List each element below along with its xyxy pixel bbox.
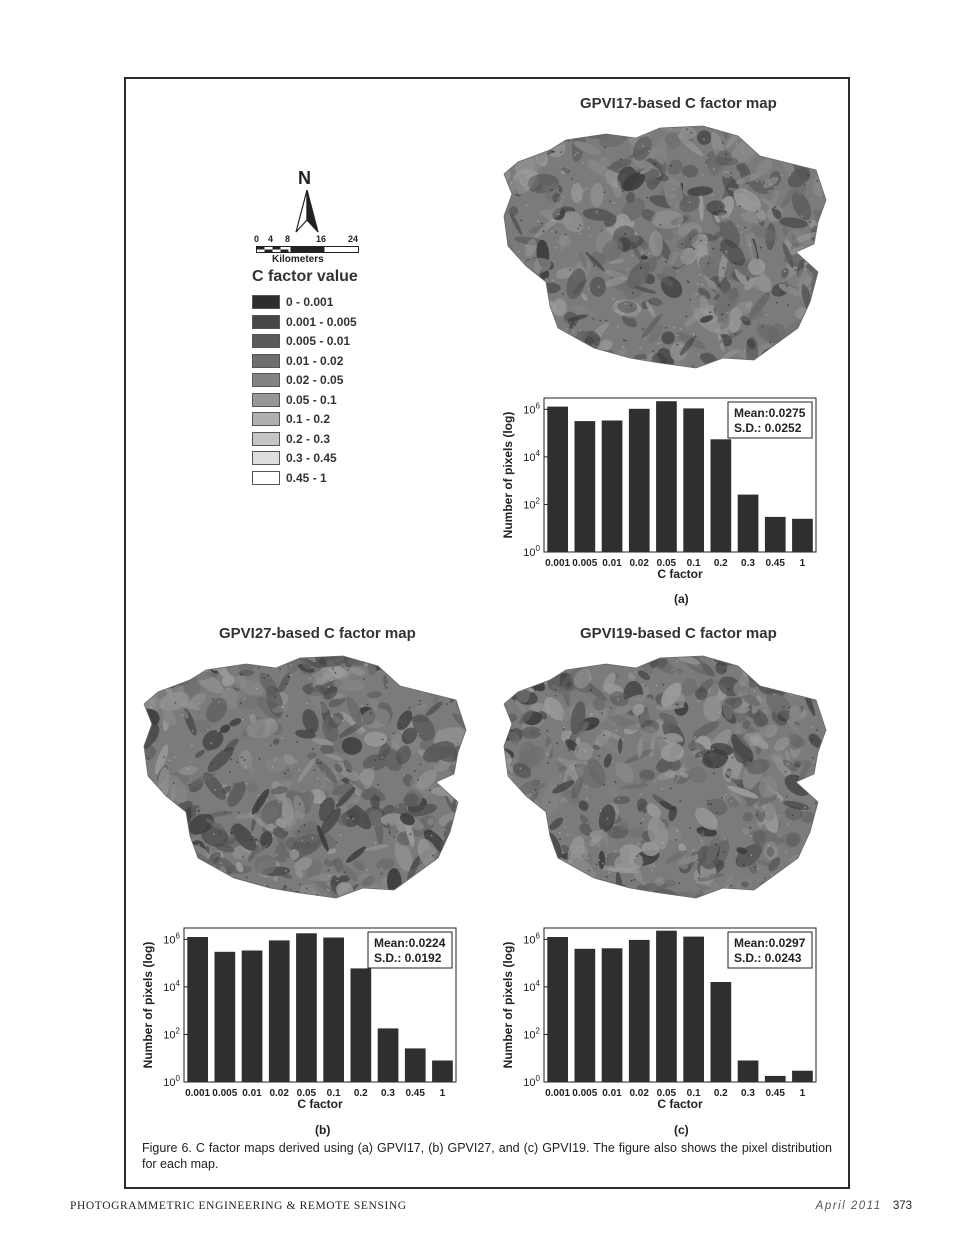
x-tick-label: 0.005: [212, 1088, 238, 1099]
x-tick-label: 0.3: [381, 1088, 395, 1099]
histogram-c: [498, 920, 828, 1116]
bar-0.005: [215, 952, 236, 1082]
bar-0.01: [602, 421, 623, 553]
legend-swatch: [252, 354, 280, 368]
y-tick-label: $10^0$: [523, 544, 540, 559]
sd-annotation: S.D.: 0.0243: [734, 951, 802, 965]
mean-annotation: Mean:0.0224: [374, 936, 446, 950]
x-tick-label: 0.3: [741, 1088, 755, 1099]
scale-unit: Kilometers: [272, 254, 324, 265]
y-tick-label: $10^0$: [163, 1074, 180, 1089]
legend-item: [252, 411, 330, 427]
bar-1: [432, 1061, 453, 1083]
x-tick-label: 0.3: [741, 558, 755, 569]
legend-label: 0.3 - 0.45: [286, 451, 337, 465]
map-title-b: GPVI27-based C factor map: [219, 625, 416, 642]
bar-0.02: [629, 940, 650, 1082]
legend-label: 0.001 - 0.005: [286, 314, 357, 329]
y-tick-label: $10^4$: [523, 978, 540, 994]
bar-0.1: [683, 937, 704, 1082]
bar-0.01: [242, 951, 263, 1083]
legend-item: [252, 353, 343, 369]
legend-item: [252, 333, 350, 349]
bar-0.005: [575, 421, 596, 552]
legend-swatch: [252, 451, 280, 465]
legend-item: [252, 450, 337, 466]
x-tick-label: 1: [439, 1088, 446, 1099]
legend-label: 0.1 - 0.2: [286, 412, 331, 426]
scale-tick-24: 24: [348, 234, 359, 244]
page-info: [816, 1200, 912, 1212]
bar-0.005: [575, 949, 596, 1082]
legend-label: 0.05 - 0.1: [286, 392, 337, 407]
bar-0.01: [602, 948, 623, 1082]
x-tick-label: 0.01: [602, 1088, 622, 1099]
x-tick-label: 0.02: [269, 1088, 289, 1099]
legend-item: [252, 431, 330, 447]
x-tick-label: 0.45: [765, 558, 785, 569]
x-tick-label: 0.45: [765, 1088, 785, 1099]
map-title-a: GPVI17-based C factor map: [580, 95, 777, 112]
y-tick-label: $10^0$: [523, 1074, 540, 1089]
x-tick-label: 0.02: [629, 1088, 649, 1099]
y-tick-label: $10^6$: [523, 931, 540, 947]
legend-label: 0.02 - 0.05: [286, 373, 344, 387]
bar-0.3: [378, 1028, 399, 1082]
bar-0.02: [629, 409, 650, 552]
bar-0.05: [656, 401, 677, 552]
scale-tick-8: 8: [285, 234, 291, 244]
scale-tick-0: 0: [254, 234, 260, 244]
y-tick-label: $10^6$: [523, 401, 540, 417]
scale-tick-16: 16: [316, 234, 327, 244]
legend-swatch: [252, 412, 280, 426]
issue-date: April 2011: [815, 1200, 882, 1212]
y-tick-label: $10^2$: [163, 1026, 180, 1042]
panel-label-c: (c): [674, 1123, 689, 1137]
legend-swatch: [252, 393, 280, 407]
x-tick-label: 0.05: [656, 1088, 677, 1099]
sd-annotation: S.D.: 0.0192: [374, 951, 442, 965]
bar-0.05: [656, 931, 677, 1082]
x-tick-label: 0.2: [713, 1088, 728, 1099]
c-factor-map-b: [138, 652, 476, 904]
panel-label-b: (b): [315, 1123, 331, 1137]
bar-1: [792, 519, 813, 552]
legend-item: [252, 372, 343, 388]
x-tick-label: 0.05: [656, 558, 677, 569]
legend-label: 0.01 - 0.02: [286, 353, 344, 368]
page-number: 373: [892, 1200, 912, 1212]
legend-swatch: [252, 295, 280, 309]
sd-annotation: S.D.: 0.0252: [734, 421, 802, 435]
scale-tick-4: 4: [268, 234, 274, 244]
bar-0.001: [547, 937, 568, 1082]
x-tick-label: 0.05: [296, 1088, 317, 1099]
y-tick-label: $10^4$: [523, 448, 540, 464]
bar-0.1: [323, 938, 344, 1083]
bar-0.2: [711, 439, 732, 552]
histogram-b: [138, 920, 468, 1116]
north-arrow-icon: [292, 190, 322, 234]
y-tick-label: $10^6$: [163, 931, 180, 947]
bar-0.3: [738, 1061, 759, 1083]
legend-swatch: [252, 432, 280, 446]
bar-0.45: [405, 1048, 426, 1082]
bar-0.1: [683, 408, 704, 552]
x-tick-label: 0.005: [572, 1088, 598, 1099]
legend-title: C factor value: [252, 268, 358, 285]
x-tick-label: 0.001: [545, 558, 571, 569]
legend-label: 0 - 0.001: [286, 295, 334, 309]
legend-item: [252, 470, 327, 486]
journal-name: PHOTOGRAMMETRIC ENGINEERING & REMOTE SENSING: [70, 1200, 407, 1212]
bar-0.45: [765, 517, 786, 552]
legend-label: 0.45 - 1: [286, 470, 327, 485]
x-axis-label: C factor: [297, 1097, 343, 1111]
legend-item: [252, 392, 337, 408]
x-tick-label: 0.005: [572, 558, 598, 569]
x-tick-label: 0.02: [629, 558, 649, 569]
y-axis-label: Number of pixels (log): [501, 941, 515, 1069]
x-tick-label: 0.2: [353, 1088, 368, 1099]
map-legend: [252, 168, 492, 498]
bar-0.45: [765, 1076, 786, 1082]
bar-0.02: [269, 940, 290, 1082]
bar-0.001: [547, 407, 568, 552]
bar-0.001: [187, 937, 208, 1082]
x-tick-label: 0.1: [686, 558, 701, 569]
x-tick-label: 0.001: [545, 1088, 571, 1099]
c-factor-map-a: [498, 122, 836, 374]
figure-caption: Figure 6. C factor maps derived using (a) GPVI17, (b) GPVI27, and (c) GPVI19. The figure also shows the pixel distribution for each map.: [142, 1141, 832, 1171]
y-tick-label: $10^4$: [163, 978, 180, 994]
legend-label: 0.005 - 0.01: [286, 334, 351, 348]
y-tick-label: $10^2$: [523, 496, 540, 512]
x-tick-label: 0.01: [602, 558, 622, 569]
x-tick-label: 0.1: [686, 1088, 701, 1099]
map-texture: [498, 652, 836, 904]
x-axis-label: C factor: [657, 567, 703, 581]
legend-swatch: [252, 334, 280, 348]
c-factor-map-c: [498, 652, 836, 904]
histogram-a: [498, 390, 828, 586]
map-title-c: GPVI19-based C factor map: [580, 625, 777, 642]
legend-swatch: [252, 471, 280, 485]
y-tick-label: $10^2$: [523, 1026, 540, 1042]
x-tick-label: 0.1: [326, 1088, 341, 1099]
bar-0.05: [296, 933, 317, 1082]
bar-0.3: [738, 495, 759, 552]
y-axis-label: Number of pixels (log): [501, 411, 515, 539]
map-texture: [138, 652, 476, 904]
legend-item: [252, 294, 333, 310]
mean-annotation: Mean:0.0275: [734, 406, 806, 420]
x-axis-label: C factor: [657, 1097, 703, 1111]
bar-1: [792, 1071, 813, 1082]
bar-0.2: [351, 968, 372, 1082]
bar-0.2: [711, 982, 732, 1082]
panel-label-a: (a): [674, 592, 689, 606]
mean-annotation: Mean:0.0297: [734, 936, 806, 950]
y-axis-label: Number of pixels (log): [141, 941, 155, 1069]
north-label: N: [298, 168, 311, 188]
legend-swatch: [252, 315, 280, 329]
legend-label: 0.2 - 0.3: [286, 431, 331, 446]
x-tick-label: 0.45: [405, 1088, 425, 1099]
legend-item: [252, 314, 357, 330]
x-tick-label: 1: [799, 558, 806, 569]
x-tick-label: 0.001: [185, 1088, 211, 1099]
x-tick-label: 0.01: [242, 1088, 262, 1099]
map-texture: [498, 122, 836, 374]
legend-swatch: [252, 373, 280, 387]
x-tick-label: 0.2: [713, 558, 728, 569]
x-tick-label: 1: [799, 1088, 806, 1099]
scale-bar: [256, 246, 360, 254]
